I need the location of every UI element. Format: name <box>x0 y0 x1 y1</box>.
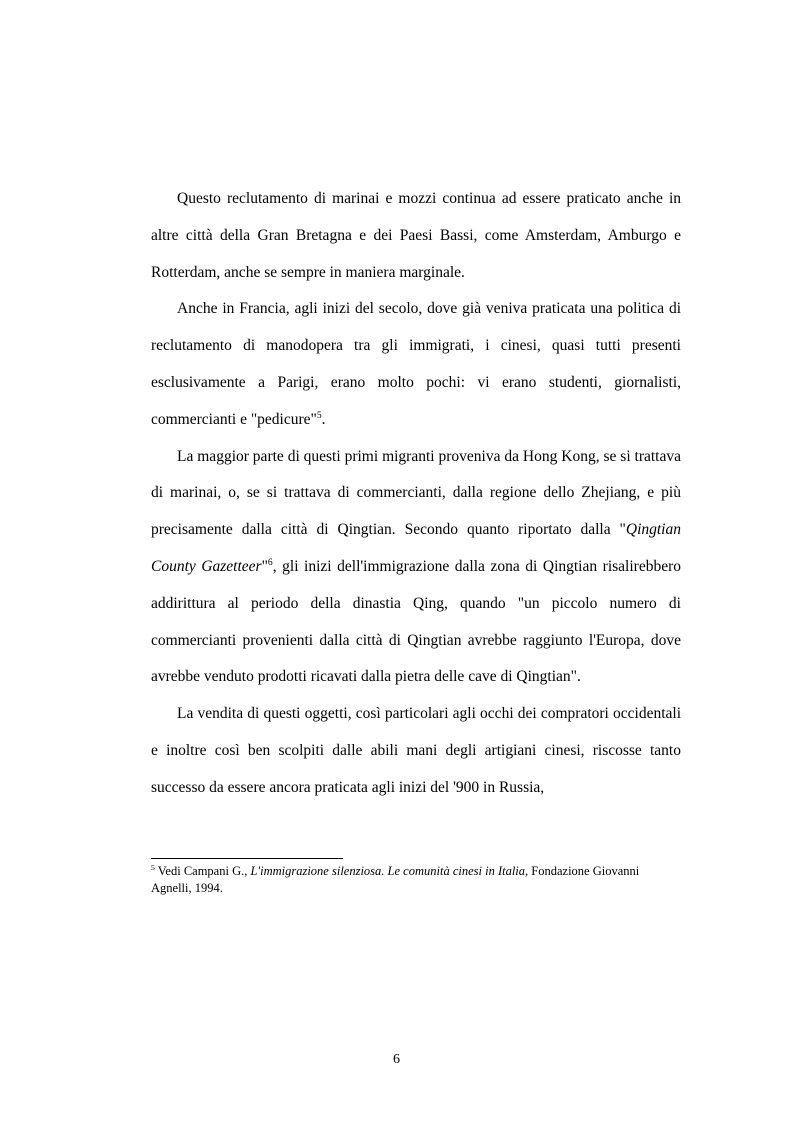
paragraph-3-text: La maggior parte di questi primi migranti proveniva da Hong Kong, se si trattava di marinai, o, se si trattava di commercianti, dalla regione dello Zhejiang, e più precisamente dalla città di Qingtian. Secondo quanto riportato dalla " <box>151 447 681 539</box>
footnote-book-title: L'immigrazione silenziosa. Le comunità cinesi in Italia <box>250 864 526 878</box>
footnote-number: 5 <box>151 862 155 872</box>
page-number: 6 <box>393 1052 400 1067</box>
paragraph-4-text: La vendita di questi oggetti, così particolari agli occhi dei compratori occidentali e inoltre così ben scolpiti dalle abili mani degli artigiani cinesi, riscosse tanto successo da essere ancora praticata agli inizi del '900 in Russia, <box>151 705 681 796</box>
footnote-ref-5: 5 <box>316 409 322 421</box>
paragraph-3-rest: , gli inizi dell'immigrazione dalla zona di Qingtian risalirebbero addirittura al periodo della dinastia Qing, quando "un piccolo numero di commercianti provenienti dalla città di Qingtian avrebbe raggiunto l'Europa, dove avrebbe venduto prodotti ricavati dalla pietra delle cave di Qingtian". <box>151 557 681 686</box>
footnote-text: Vedi Campani G., <box>157 864 251 878</box>
paragraph-2-end: . <box>321 410 326 428</box>
paragraph-4 <box>151 696 681 806</box>
paragraph-1-text: Questo reclutamento di marinai e mozzi continua ad essere praticato anche in altre città della Gran Bretagna e dei Paesi Bassi, come Amsterdam, Amburgo e Rotterdam, anche se sempre in maniera marginale. <box>151 190 681 281</box>
footnote-5 <box>151 863 681 896</box>
paragraph-3 <box>151 439 681 697</box>
footnote-ref-6: 6 <box>267 556 273 568</box>
footnote-separator <box>151 858 343 859</box>
footnote-publisher: , Fondazione Giovanni Agnelli, 1994. <box>151 864 640 895</box>
body-text <box>151 181 681 807</box>
paragraph-3-quote: " <box>261 557 268 575</box>
paragraph-2 <box>151 291 681 438</box>
paragraph-1 <box>151 181 681 291</box>
paragraph-2-text: Anche in Francia, agli inizi del secolo, dove già veniva praticata una politica di reclutamento di manodopera tra gli immigrati, i cinesi, quasi tutti presenti esclusivamente a Parigi, erano molto pochi: vi erano studenti, giornalisti, commercianti e "pedicure" <box>151 300 681 428</box>
gazetteer-title: Qingtian County Gazetteer <box>151 521 681 575</box>
